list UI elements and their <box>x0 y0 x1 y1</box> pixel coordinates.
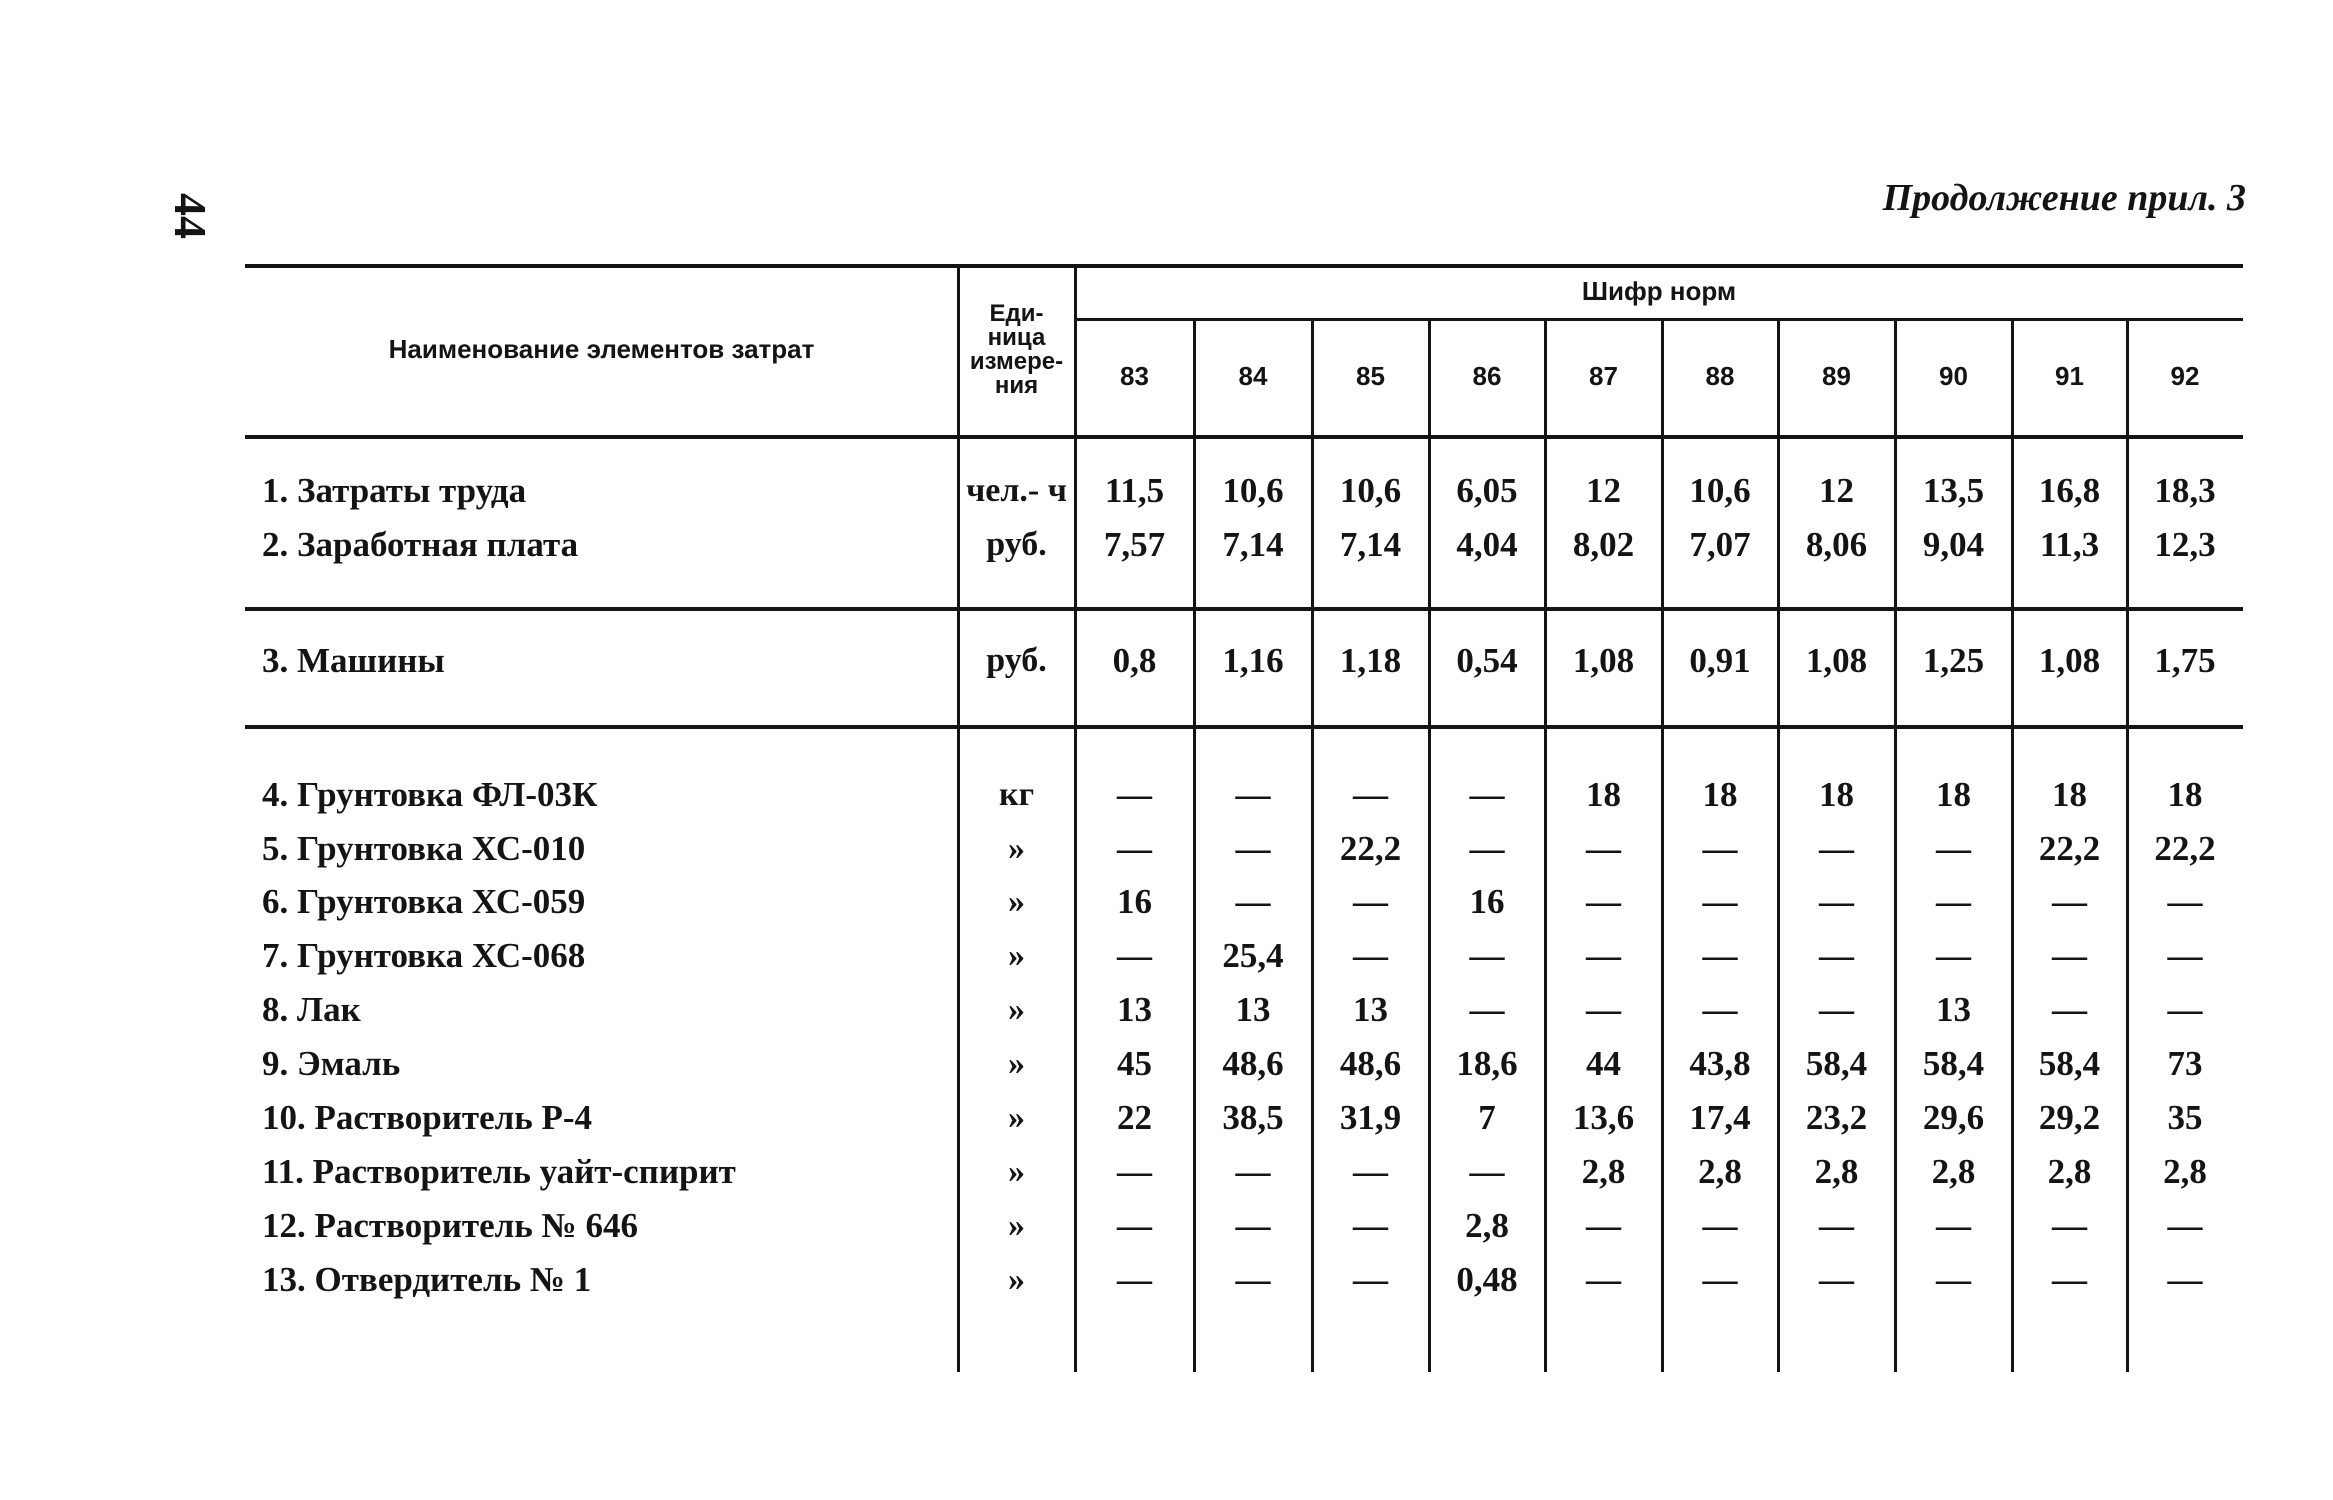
value-cell: 16,8 <box>2038 471 2101 510</box>
value-cell: 44 <box>1586 1044 1621 1083</box>
value-cell: 22 <box>1117 1098 1152 1137</box>
value-cell: 35 <box>2167 1098 2203 1137</box>
continuation-caption: Продолжение прил. 3 <box>1882 177 2246 219</box>
value-cell: — <box>2167 936 2203 975</box>
value-cell: 2,8 <box>1931 1152 1976 1191</box>
value-cell: — <box>1819 882 1854 921</box>
row-name-7: 7. Грунтовка ХС-068 <box>262 936 586 975</box>
value-cell: — <box>1702 882 1738 921</box>
row-name-6: 6. Грунтовка ХС-059 <box>262 882 586 921</box>
value-cell: — <box>1819 990 1854 1029</box>
value-cell: — <box>1117 775 1152 814</box>
value-cell: — <box>1819 829 1854 868</box>
value-cell: 22,2 <box>2154 829 2216 868</box>
code-header-88: 88 <box>1705 361 1735 391</box>
value-cell: 0,8 <box>1112 641 1157 680</box>
value-cell: 18 <box>1586 775 1621 814</box>
value-cell: 13,5 <box>1922 471 1985 510</box>
value-cell: 23,2 <box>1805 1098 1868 1137</box>
value-cell: 2,8 <box>2163 1152 2207 1191</box>
value-cell: 18 <box>2052 775 2087 814</box>
value-cell: — <box>1936 829 1971 868</box>
value-cell: 11,3 <box>2039 525 2100 564</box>
row-unit-7: » <box>1008 937 1025 974</box>
value-cell: — <box>1353 882 1388 921</box>
value-cell: 2,8 <box>1581 1152 1626 1191</box>
value-cell: — <box>1819 1260 1854 1299</box>
value-cell: — <box>1936 936 1971 975</box>
value-cell: 7,57 <box>1103 525 1166 564</box>
value-cell: 31,9 <box>1339 1098 1402 1137</box>
value-cell: — <box>1586 1260 1621 1299</box>
row-unit-13: » <box>1008 1261 1025 1298</box>
value-cell: 18 <box>2167 775 2203 814</box>
value-cell: 0,91 <box>1689 641 1751 680</box>
value-cell: 8,06 <box>1805 525 1868 564</box>
value-cell: 7,14 <box>1339 525 1402 564</box>
row-unit-8: » <box>1008 991 1025 1028</box>
value-cell: 13,6 <box>1572 1098 1635 1137</box>
row-unit-6: » <box>1008 883 1025 920</box>
value-cell: — <box>1469 990 1505 1029</box>
value-cell: — <box>1586 829 1621 868</box>
value-cell: — <box>1586 990 1621 1029</box>
value-cell: — <box>1235 1206 1271 1245</box>
group-rule-1 <box>245 607 2243 611</box>
value-cell: 7,07 <box>1689 525 1751 564</box>
row-unit-4: кг <box>998 776 1035 813</box>
value-cell: — <box>2167 990 2203 1029</box>
value-cell: — <box>1586 882 1621 921</box>
value-cell: 4,04 <box>1456 525 1518 564</box>
value-cell: — <box>1117 829 1152 868</box>
value-cell: 38,5 <box>1222 1098 1284 1137</box>
value-cell: 11,5 <box>1104 471 1165 510</box>
value-cell: — <box>1586 1206 1621 1245</box>
value-cell: — <box>2167 1206 2203 1245</box>
row-name-10: 10. Растворитель Р-4 <box>262 1098 593 1137</box>
row-unit-2: руб. <box>986 526 1047 563</box>
row-name-13: 13. Отвердитель № 1 <box>262 1260 592 1299</box>
value-cell: — <box>1235 1260 1271 1299</box>
value-cell: 18 <box>1702 775 1738 814</box>
row-name-5: 5. Грунтовка ХС-010 <box>262 829 586 868</box>
value-cell: — <box>2052 1206 2087 1245</box>
value-cell: 2,8 <box>1814 1152 1859 1191</box>
value-cell: — <box>2167 1260 2203 1299</box>
value-cell: 18,6 <box>1456 1044 1518 1083</box>
value-cell: — <box>1936 1260 1971 1299</box>
value-cell: 1,08 <box>2038 641 2101 680</box>
value-cell: — <box>2167 882 2203 921</box>
value-cell: — <box>1235 775 1271 814</box>
value-cell: — <box>1353 1206 1388 1245</box>
value-cell: 12 <box>1586 471 1621 510</box>
row-name-8: 8. Лак <box>262 990 361 1029</box>
value-cell: — <box>2052 990 2087 1029</box>
value-cell: — <box>1702 829 1738 868</box>
value-cell: 48,6 <box>1339 1044 1402 1083</box>
code-header-84: 84 <box>1238 361 1268 391</box>
value-cell: 45 <box>1117 1044 1152 1083</box>
value-cell: 1,08 <box>1805 641 1868 680</box>
value-cell: 2,8 <box>1698 1152 1742 1191</box>
value-cell: — <box>1235 882 1271 921</box>
value-cell: 18 <box>1819 775 1854 814</box>
row-unit-12: » <box>1008 1207 1025 1244</box>
row-name-4: 4. Грунтовка ФЛ-03К <box>262 775 598 814</box>
value-cell: 29,2 <box>2038 1098 2101 1137</box>
page-number: 44 <box>165 193 216 239</box>
value-cell: — <box>1235 1152 1271 1191</box>
row-unit-10: » <box>1008 1099 1025 1136</box>
value-cell: — <box>1469 829 1505 868</box>
value-cell: — <box>1117 1152 1152 1191</box>
value-cell: 1,16 <box>1222 641 1284 680</box>
value-cell: 16 <box>1469 882 1505 921</box>
value-cell: 13 <box>1117 990 1152 1029</box>
value-cell: 12 <box>1819 471 1854 510</box>
code-header-87: 87 <box>1589 361 1618 391</box>
value-cell: — <box>2052 936 2087 975</box>
code-header-85: 85 <box>1356 361 1385 391</box>
value-cell: 13 <box>1353 990 1388 1029</box>
value-cell: 1,18 <box>1339 641 1402 680</box>
value-cell: 48,6 <box>1222 1044 1284 1083</box>
value-cell: 8,02 <box>1572 525 1635 564</box>
row-name-1: 1. Затраты труда <box>262 471 527 510</box>
value-cell: — <box>1469 936 1505 975</box>
value-cell: 0,48 <box>1456 1260 1518 1299</box>
value-cell: 16 <box>1117 882 1152 921</box>
value-cell: 17,4 <box>1689 1098 1751 1137</box>
group-rule-2 <box>245 725 2243 729</box>
row-unit-3: руб. <box>986 642 1047 679</box>
value-cell: 10,6 <box>1689 471 1751 510</box>
row-unit-5: » <box>1008 830 1025 867</box>
value-cell: 7 <box>1478 1098 1496 1137</box>
code-header-83: 83 <box>1120 361 1149 391</box>
code-header-89: 89 <box>1822 361 1851 391</box>
row-unit-11: » <box>1008 1153 1025 1190</box>
value-cell: 18,3 <box>2154 471 2216 510</box>
row-unit-9: » <box>1008 1045 1025 1082</box>
value-cell: 18 <box>1936 775 1971 814</box>
code-header-91: 91 <box>2055 361 2084 391</box>
row-name-9: 9. Эмаль <box>262 1044 401 1083</box>
name-column-header: Наименование элементов затрат <box>388 334 815 364</box>
value-cell: — <box>1702 936 1738 975</box>
code-header-86: 86 <box>1472 361 1502 391</box>
value-cell: — <box>1469 1152 1505 1191</box>
value-cell: 73 <box>2167 1044 2203 1083</box>
row-name-3: 3. Машины <box>262 641 445 680</box>
value-cell: 22,2 <box>2038 829 2101 868</box>
codes-header-title: Шифр норм <box>1581 275 1737 306</box>
row-name-12: 12. Растворитель № 646 <box>262 1206 638 1245</box>
value-cell: — <box>1469 775 1505 814</box>
value-cell: — <box>1586 936 1621 975</box>
value-cell: — <box>1819 936 1854 975</box>
code-header-90: 90 <box>1939 361 1968 391</box>
value-cell: 58,4 <box>2038 1044 2101 1083</box>
value-cell: 43,8 <box>1689 1044 1751 1083</box>
value-cell: 29,6 <box>1922 1098 1985 1137</box>
value-cell: — <box>1117 936 1152 975</box>
code-header-92: 92 <box>2170 361 2200 391</box>
header-bottom-rule <box>245 435 2243 439</box>
value-cell: 1,75 <box>2154 641 2216 680</box>
value-cell: — <box>1117 1206 1152 1245</box>
value-cell: 0,54 <box>1456 641 1518 680</box>
value-cell: 58,4 <box>1805 1044 1868 1083</box>
value-cell: 13 <box>1936 990 1971 1029</box>
value-cell: 12,3 <box>2154 525 2216 564</box>
value-cell: 10,6 <box>1222 471 1284 510</box>
value-cell: — <box>1353 1152 1388 1191</box>
value-cell: — <box>1353 1260 1388 1299</box>
value-cell: 2,8 <box>2047 1152 2092 1191</box>
value-cell: — <box>2052 1260 2087 1299</box>
value-cell: — <box>1353 775 1388 814</box>
value-cell: 13 <box>1235 990 1271 1029</box>
value-cell: — <box>1235 829 1271 868</box>
unit-column-header: Еди- ница измере- ния <box>969 299 1064 399</box>
value-cell: 25,4 <box>1222 936 1284 975</box>
value-cell: — <box>1936 882 1971 921</box>
row-name-2: 2. Заработная плата <box>262 525 579 564</box>
row-unit-1: чел.- ч <box>966 472 1067 509</box>
value-cell: 1,25 <box>1922 641 1985 680</box>
value-cell: — <box>1353 936 1388 975</box>
value-cell: 7,14 <box>1222 525 1284 564</box>
value-cell: — <box>1702 990 1738 1029</box>
value-cell: — <box>2052 882 2087 921</box>
value-cell: — <box>1117 1260 1152 1299</box>
value-cell: 10,6 <box>1339 471 1402 510</box>
value-cell: — <box>1819 1206 1854 1245</box>
value-cell: 22,2 <box>1339 829 1402 868</box>
value-cell: — <box>1702 1206 1738 1245</box>
value-cell: — <box>1702 1260 1738 1299</box>
value-cell: 58,4 <box>1922 1044 1985 1083</box>
value-cell: 9,04 <box>1922 525 1985 564</box>
row-name-11: 11. Растворитель уайт-спирит <box>262 1152 736 1191</box>
value-cell: — <box>1936 1206 1971 1245</box>
value-cell: 6,05 <box>1456 471 1518 510</box>
value-cell: 2,8 <box>1465 1206 1509 1245</box>
value-cell: 1,08 <box>1572 641 1635 680</box>
